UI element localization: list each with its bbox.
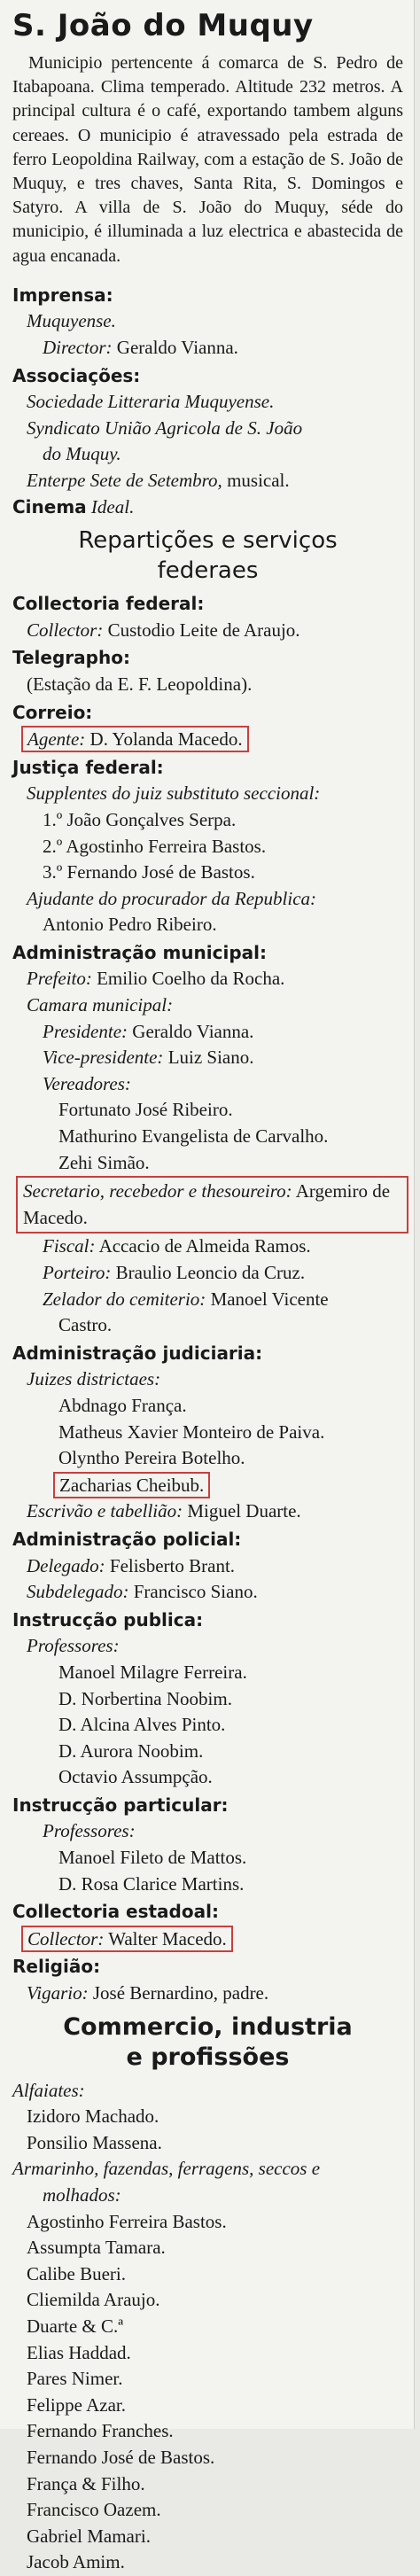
presidente-name: Geraldo Vianna.: [128, 1020, 254, 1042]
secretario-label: Secretario, recebedor e thesoureiro:: [23, 1180, 292, 1202]
imprensa-paper: Muquyense.: [27, 310, 116, 332]
association-item: do Muquy.: [43, 443, 121, 465]
delegado-label: Delegado:: [27, 1554, 105, 1576]
collectoria-estadoal-heading: Collectoria estadoal:: [12, 1901, 219, 1923]
presidente-line: [12, 1019, 403, 1046]
vereadores-label: Vereadores:: [43, 1072, 131, 1094]
instrucao-particular-heading: Instrucção particular:: [12, 1794, 229, 1816]
alfaiate-item: Izidoro Machado.: [27, 2105, 159, 2128]
porteiro-label: Porteiro:: [43, 1262, 112, 1284]
zelador-label: Zelador do cemiterio:: [43, 1288, 206, 1310]
prefeito-label: Prefeito:: [27, 968, 92, 990]
enterpe-desc: musical.: [222, 469, 290, 491]
juiz-item: Olyntho Pereira Botelho.: [58, 1447, 245, 1469]
armarinho-item: Agostinho Ferreira Bastos.: [27, 2210, 227, 2232]
escrivao-name: Miguel Duarte.: [183, 1500, 301, 1522]
zelador-cont: Castro.: [58, 1314, 113, 1336]
vereador-item: Zehi Simão.: [58, 1151, 150, 1173]
supplentes-label: Supplentes do juiz substituto seccional:: [27, 782, 321, 805]
armarinho-item: Duarte & C.ª: [27, 2315, 124, 2337]
highlight-box: [21, 726, 249, 752]
cinema-line: [12, 494, 403, 521]
vice-line: [12, 1045, 403, 1071]
delegado-line: [12, 1553, 403, 1580]
cinema-name: Ideal.: [86, 495, 135, 518]
zelador-line: [12, 1287, 403, 1313]
cinema-heading: Cinema: [12, 495, 87, 518]
armarinho-item: França & Filho.: [27, 2472, 145, 2494]
vigario-line: [12, 1981, 403, 2007]
alfaiate-item: Ponsilio Massena.: [27, 2131, 162, 2153]
delegado-name: Felisberto Brant.: [105, 1554, 236, 1576]
supplente-item: 2.º Agostinho Ferreira Bastos.: [43, 835, 267, 857]
page-title: S. João do Muquy: [12, 8, 314, 43]
zelador-name: Manoel Vicente: [206, 1288, 329, 1310]
subdelegado-line: [12, 1579, 403, 1606]
agente-name: D. Yolanda Macedo.: [85, 728, 243, 751]
collector-name: Walter Macedo.: [104, 1927, 227, 1950]
vice-label: Vice-presidente:: [43, 1047, 164, 1069]
section-heading-line: Repartições e serviços: [78, 527, 338, 555]
armarinho-item: Assumpta Tamara.: [27, 2237, 166, 2259]
section-heading-line: Commercio, industria: [63, 2012, 353, 2041]
armarinho-item: Jacob Amim.: [27, 2551, 125, 2573]
fiscal-line: [12, 1234, 403, 1260]
collectoria-federal-heading: Collectoria federal:: [12, 593, 205, 615]
supplente-item: 1.º João Gonçalves Serpa.: [43, 808, 237, 830]
intro-paragraph: [12, 51, 403, 268]
collector-label: Collector:: [27, 1927, 105, 1950]
armarinho-item: Francisco Oazem.: [27, 2499, 161, 2521]
escrivao-line: [12, 1498, 403, 1525]
fiscal-name: Accacio de Almeida Ramos.: [95, 1235, 311, 1257]
collector-estadoal-line: [12, 1926, 403, 1953]
armarinho-item: Gabriel Mamari.: [27, 2525, 151, 2547]
armarinho-item: Fernando José de Bastos.: [27, 2446, 215, 2468]
armarinho-item: Cliemilda Araujo.: [27, 2289, 160, 2311]
vereador-item: Mathurino Evangelista de Carvalho.: [58, 1125, 329, 1148]
armarinho-label-cont: molhados:: [43, 2184, 121, 2206]
armarinho-item: Felippe Azar.: [27, 2393, 126, 2416]
director-label: Director:: [43, 337, 113, 359]
armarinho-item: Fernando Franches.: [27, 2420, 174, 2442]
imprensa-heading: Imprensa:: [12, 284, 113, 306]
telegrapho-text: (Estação da E. F. Leopoldina).: [27, 673, 253, 695]
admin-municipal-heading: Administração municipal:: [12, 941, 268, 963]
professor-item: D. Alcina Alves Pinto.: [58, 1714, 226, 1736]
highlight-box: Zacharias Cheibub.: [53, 1472, 210, 1498]
professores-label: Professores:: [27, 1635, 120, 1657]
camara-label: Camara municipal:: [27, 994, 174, 1016]
secretario-line-box: [16, 1176, 408, 1234]
secretario-name: Argemiro de Macedo.: [23, 1180, 391, 1228]
professor-item: D. Aurora Noobim.: [58, 1739, 204, 1762]
ajudante-label: Ajudante do procurador da Republica:: [27, 887, 317, 909]
professores-label: Professores:: [43, 1820, 136, 1842]
armarinho-label: Armarinho, fazendas, ferragens, seccos e: [12, 2158, 321, 2180]
supplente-item: 3.º Fernando José de Bastos.: [43, 861, 255, 883]
section-heading-federaes: [12, 525, 403, 586]
vigario-name: José Bernardino, padre.: [88, 1982, 269, 2004]
juiz-item-highlight: [12, 1472, 403, 1499]
presidente-label: Presidente:: [43, 1020, 128, 1042]
religiao-heading: Religião:: [12, 1956, 101, 1978]
correio-heading: Correio:: [12, 701, 93, 723]
association-item: Syndicato União Agricola de S. João: [27, 416, 303, 439]
professor-item: Octavio Assumpção.: [58, 1766, 213, 1788]
telegrapho-heading: Telegrapho:: [12, 647, 130, 669]
prefeito-line: [12, 966, 403, 992]
justica-heading: Justiça federal:: [12, 756, 164, 778]
vice-name: Luiz Siano.: [163, 1047, 254, 1069]
admin-judiciaria-heading: Administração judiciaria:: [12, 1342, 263, 1364]
armarinho-item: Elias Haddad.: [27, 2341, 131, 2363]
instrucao-publica-heading: Instrucção publica:: [12, 1608, 204, 1630]
professor-item: D. Rosa Clarice Martins.: [58, 1872, 245, 1895]
intro-text: Municipio pertencente á comarca de S. Pedro de Itabapoana. Clima temperado. Altitude 232 metros. A principal cultura é o café, exportando tambem alguns cereaes. O municipio é atravessado pela estrada de ferro Leopoldina Railway, com a estação de S. João de Muquy, e tres chaves, Santa Rita, S. Domingos e Satyro. A villa de S. João do Muquy, séde do municipio, é illuminada a luz electrica e abastecida de agua encanada.: [12, 53, 403, 266]
escrivao-label: Escrivão e tabellião:: [27, 1500, 183, 1522]
prefeito-name: Emilio Coelho da Rocha.: [91, 968, 285, 990]
collector-federal-line: [12, 618, 403, 644]
juiz-item: Abdnago França.: [58, 1394, 187, 1416]
director-name: Geraldo Vianna.: [112, 337, 238, 359]
admin-policial-heading: Administração policial:: [12, 1528, 242, 1550]
highlight-box: [21, 1926, 233, 1952]
professor-item: Manoel Milagre Ferreira.: [58, 1661, 247, 1683]
vereador-item: Fortunato José Ribeiro.: [58, 1099, 233, 1121]
porteiro-name: Braulio Leoncio da Cruz.: [111, 1262, 306, 1284]
juiz-item: Matheus Xavier Monteiro de Paiva.: [58, 1420, 325, 1443]
juizes-label: Juizes districtaes:: [27, 1368, 161, 1390]
porteiro-line: [12, 1260, 403, 1287]
section-heading-commercio: [12, 2012, 403, 2073]
subdelegado-label: Subdelegado:: [27, 1581, 129, 1603]
association-item: Sociedade Litteraria Muquyense.: [27, 391, 275, 413]
professor-item: Manoel Fileto de Mattos.: [58, 1847, 247, 1869]
collector-name: Custodio Leite de Araujo.: [103, 619, 300, 641]
section-heading-line: federaes: [157, 557, 259, 585]
collector-label: Collector:: [27, 619, 104, 641]
vigario-label: Vigario:: [27, 1982, 89, 2004]
fiscal-label: Fiscal:: [43, 1235, 96, 1257]
imprensa-director: [12, 335, 403, 362]
alfaiates-label: Alfaiates:: [12, 2079, 85, 2101]
ajudante-name: Antonio Pedro Ribeiro.: [43, 914, 217, 936]
association-enterpe: [12, 468, 403, 494]
agente-label: Agente:: [27, 728, 86, 751]
section-heading-line: e profissões: [126, 2043, 290, 2071]
professor-item: D. Norbertina Noobim.: [58, 1687, 232, 1709]
associacoes-heading: Associações:: [12, 364, 141, 386]
subdelegado-name: Francisco Siano.: [128, 1581, 258, 1603]
enterpe-name: Enterpe Sete de Setembro,: [27, 469, 222, 491]
armarinho-item: Calibe Bueri.: [27, 2262, 126, 2284]
armarinho-item: Pares Nimer.: [27, 2368, 123, 2390]
correio-line: [12, 726, 403, 753]
